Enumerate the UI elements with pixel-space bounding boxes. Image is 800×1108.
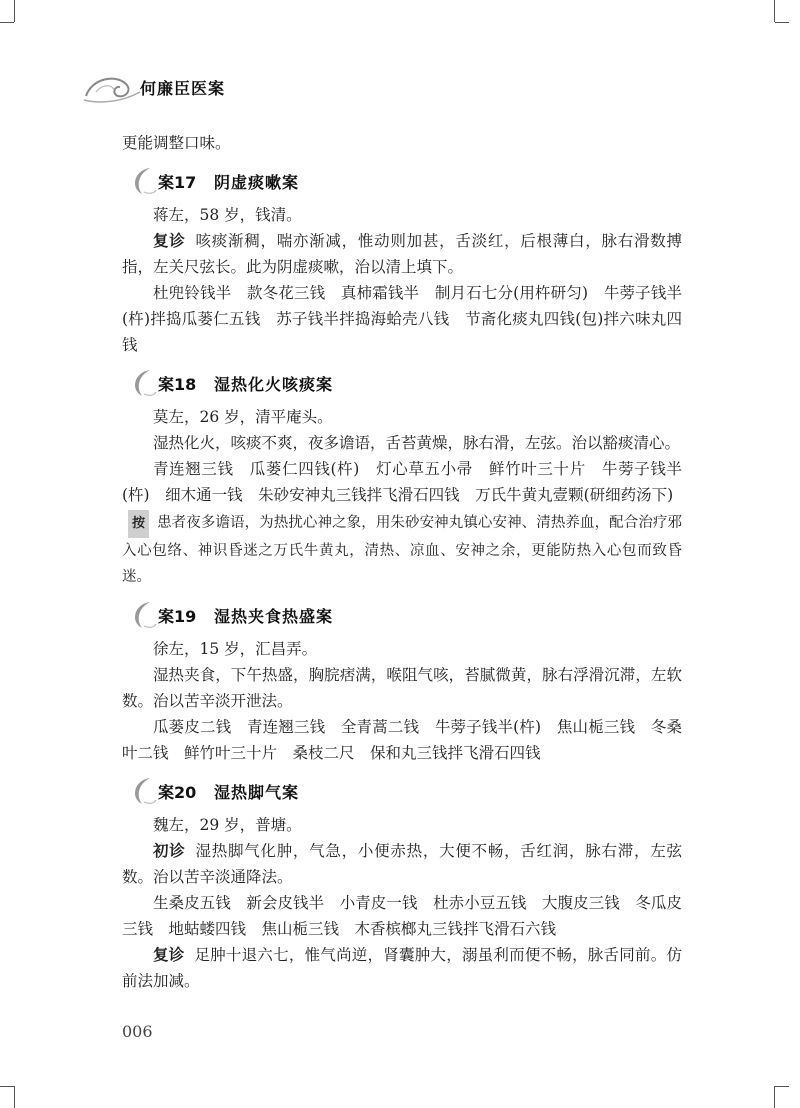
case-number: 案20	[158, 783, 197, 802]
crop-mark-bottom-right-h	[775, 1086, 789, 1087]
crop-mark-top-left-v	[14, 0, 15, 22]
case-number: 案18	[158, 375, 197, 394]
crescent-leaf-icon	[128, 598, 158, 632]
note-mark: 按	[128, 510, 149, 538]
crescent-leaf-icon	[128, 164, 158, 198]
crop-mark-bottom-right-v	[774, 1086, 775, 1108]
cloud-swirl-icon	[82, 66, 142, 106]
revisit-paragraph: 复诊 足肿十退六七，惟气尚逆，肾囊肿大，溺虽利而便不畅，脉舌同前。仿前法加减。	[122, 946, 682, 990]
case-heading	[122, 596, 682, 636]
intro-line: 更能调整口味。	[122, 134, 231, 152]
crop-mark-top-right-v	[774, 0, 775, 22]
diagnosis: 湿热夹食，下午热盛，胸脘痞满，喉阻气咳，苔腻微黄，脉右浮滑沉滞，左软数。治以苦辛淡开泄法。	[122, 666, 682, 710]
prescription: 生桑皮五钱 新会皮钱半 小青皮一钱 杜赤小豆五钱 大腹皮三钱 冬瓜皮三钱 地蛄蝼四钱 焦山栀三钱 木香槟榔丸三钱拌飞滑石六钱	[122, 894, 682, 938]
case-heading	[122, 772, 682, 812]
first-visit-paragraph: 初诊 湿热脚气化肿，气急，小便赤热，大便不畅，舌红润，脉右滞，左弦数。治以苦辛淡通降法。	[122, 842, 682, 886]
case-heading	[122, 162, 682, 202]
visit-label: 复诊	[153, 232, 186, 250]
prescription: 杜兜铃钱半 款冬花三钱 真柿霜钱半 制月石七分(用杵研匀) 牛蒡子钱半(杵)拌捣瓜蒌仁五钱 苏子钱半拌捣海蛤壳八钱 节斋化痰丸四钱(包)拌六味丸四钱	[122, 284, 682, 354]
prescription: 青连翘三钱 瓜蒌仁四钱(杵) 灯心草五小帚 鲜竹叶三十片 牛蒡子钱半(杵) 细木通一钱 朱砂安神丸三钱拌飞滑石四钱 万氏牛黄丸壹颗(研细药汤下)	[122, 460, 682, 504]
prescription: 瓜蒌皮二钱 青连翘三钱 全青蒿二钱 牛蒡子钱半(杵) 焦山栀三钱 冬桑叶二钱 鲜竹叶三十片 桑枝二尺 保和丸三钱拌飞滑石四钱	[122, 718, 682, 762]
page-number: 006	[122, 1022, 153, 1041]
patient-info: 魏左，29 岁，普塘。	[153, 816, 302, 834]
commentary-note: 按 患者夜多谵语，为热扰心神之象，用朱砂安神丸镇心安神、清热养血，配合治疗邪入心包络、神识昏迷之万氏牛黄丸，清热、凉血、安神之余，更能防热入心包而致昏迷。	[122, 510, 682, 590]
patient-info: 莫左，26 岁，清平庵头。	[153, 408, 333, 426]
crop-mark-top-left-h	[0, 22, 14, 23]
running-header	[82, 66, 682, 106]
book-title: 何廉臣医案	[140, 79, 226, 98]
crop-mark-bottom-left-v	[14, 1086, 15, 1108]
visit-label: 初诊	[153, 842, 186, 860]
case-heading	[122, 364, 682, 404]
revisit-paragraph: 复诊 咳痰渐稠，喘亦渐减，惟动则加甚，舌淡红，后根薄白，脉右滑数搏指，左关尺弦长。此为阴虚痰嗽，治以清上填下。	[122, 232, 682, 276]
case-title: 湿热脚气案	[214, 783, 300, 802]
patient-info: 蒋左，58 岁，钱清。	[153, 206, 302, 224]
case-number: 案17	[158, 173, 197, 192]
crop-mark-top-right-h	[775, 22, 789, 23]
diagnosis: 湿热化火，咳痰不爽，夜多谵语，舌苔黄燥，脉右滑，左弦。治以豁痰清心。	[153, 434, 681, 452]
visit-label: 复诊	[153, 946, 185, 964]
page-body	[122, 130, 682, 994]
crescent-leaf-icon	[128, 774, 158, 808]
case-title: 湿热夹食热盛案	[214, 607, 334, 626]
crescent-leaf-icon	[128, 366, 158, 400]
crop-mark-bottom-left-h	[0, 1086, 14, 1087]
case-number: 案19	[158, 607, 197, 626]
case-title: 阴虚痰嗽案	[214, 173, 300, 192]
case-title: 湿热化火咳痰案	[214, 375, 334, 394]
patient-info: 徐左，15 岁，汇昌弄。	[153, 640, 318, 658]
